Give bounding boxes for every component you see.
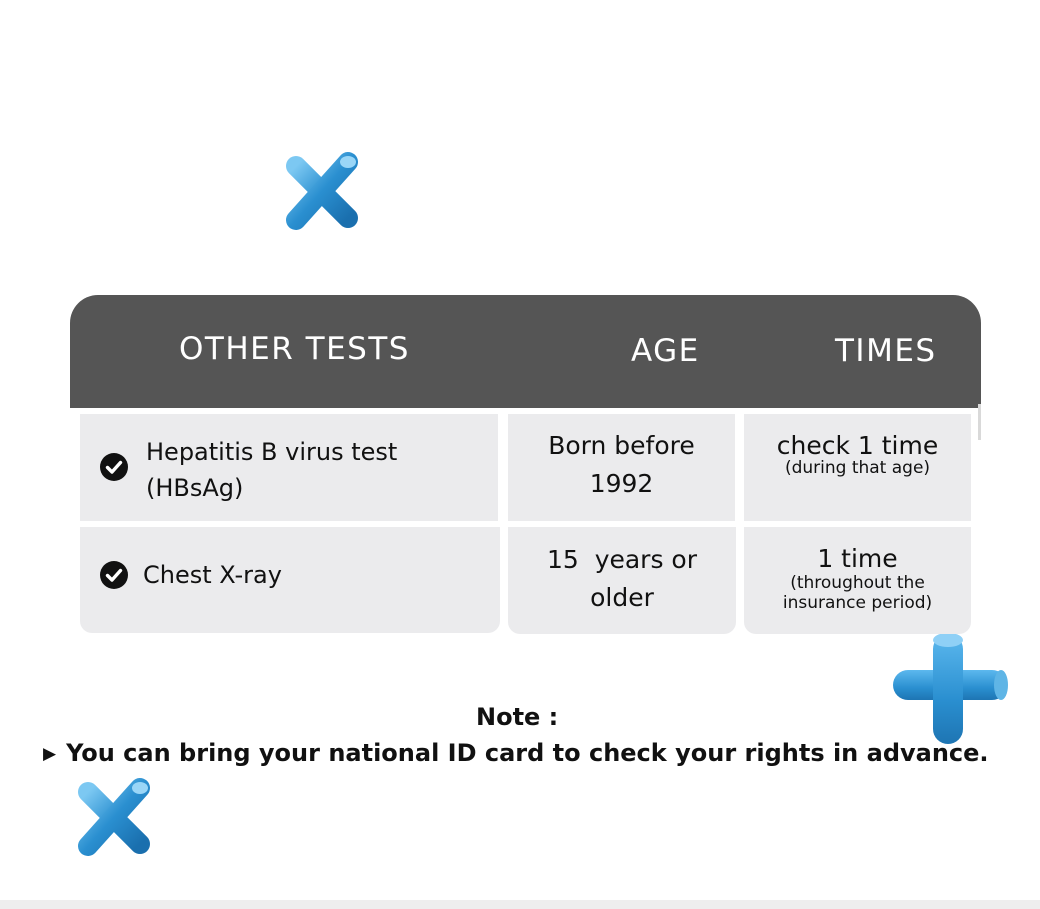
- table-cell-test: [80, 414, 498, 521]
- age-value: 1992: [589, 469, 654, 498]
- table-cell-test: [80, 527, 500, 633]
- cross-3d-icon: [282, 150, 362, 232]
- table-cell-age: [508, 414, 735, 521]
- cross-3d-icon: [74, 776, 154, 858]
- header-times: TIMES: [835, 333, 937, 369]
- check-circle-icon: [100, 561, 128, 589]
- triangle-bullet-icon: ▶: [43, 744, 57, 764]
- table-header: [70, 295, 981, 408]
- header-age: AGE: [631, 333, 700, 369]
- times-note: (throughout the: [790, 573, 925, 593]
- table-cell-times: [744, 527, 971, 634]
- times-value: 1 time: [817, 544, 898, 573]
- table-cell-times: [744, 414, 971, 521]
- test-name: Hepatitis B virus test (HBsAg): [146, 438, 398, 502]
- age-value: 15 years or: [546, 545, 698, 574]
- times-note: insurance period): [782, 593, 933, 613]
- times-note: (during that age): [784, 458, 931, 478]
- divider: [0, 900, 1040, 909]
- header-other-tests: OTHER TESTS: [179, 331, 410, 367]
- age-value: Born before: [548, 431, 695, 460]
- note-title: Note :: [476, 703, 559, 731]
- table-cell-age: [508, 527, 736, 634]
- plus-3d-icon: [889, 632, 1011, 746]
- note-text: ▶ You can bring your national ID card to check your rights in advance.: [43, 739, 989, 767]
- test-name: Chest X-ray: [143, 561, 282, 589]
- check-circle-icon: [100, 453, 128, 481]
- times-value: check 1 time: [776, 431, 939, 460]
- divider: [978, 404, 981, 440]
- age-value: older: [590, 583, 654, 612]
